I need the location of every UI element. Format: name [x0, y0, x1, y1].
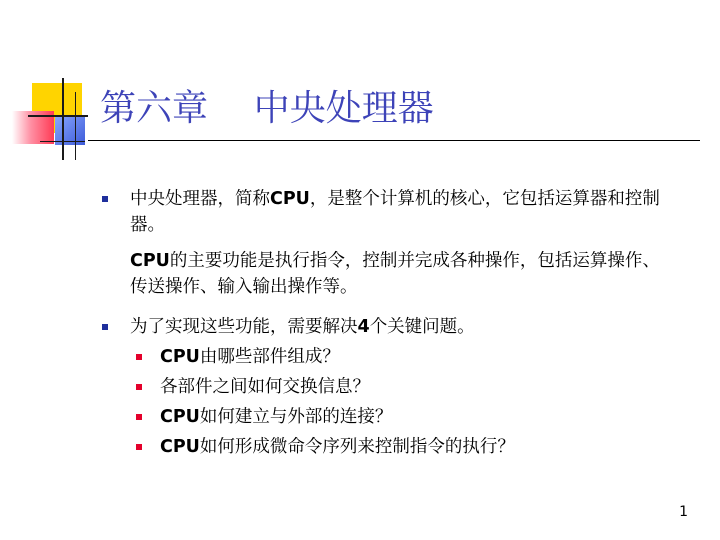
square-bullet-icon [136, 414, 142, 420]
decor-vertical-line [62, 78, 64, 160]
intro-detail-paragraph [100, 248, 660, 300]
intro-bold: CPU [270, 189, 310, 209]
question-bold: CPU [160, 407, 200, 427]
square-bullet-icon [102, 196, 108, 202]
slide-body [100, 186, 660, 460]
bullet-item-intro [100, 186, 660, 238]
question-text: 由哪些部件组成？ [199, 347, 340, 367]
decor-vertical-line-thin [75, 92, 76, 160]
intro-detail-text: 的主要功能是执行指令，控制并完成各种操作，包括运算操作、传送操作、输入输出操作等。 [130, 251, 660, 297]
question-bold: CPU [160, 437, 200, 457]
goal-text-before: 为了实现这些功能，需要解决 [130, 317, 358, 337]
decor-horizontal-line-thin [40, 141, 85, 142]
goal-text-after: 个关键问题。 [369, 317, 475, 337]
page-number: 1 [679, 504, 688, 520]
bullet-item-goal [100, 314, 660, 340]
square-bullet-icon [136, 444, 142, 450]
question-text: 各部件之间如何交换信息？ [160, 377, 370, 397]
title-underline [88, 140, 700, 141]
question-item [100, 344, 660, 370]
goal-bold: 4 [357, 317, 370, 337]
slide-title: 第六章 中央处理器 [100, 88, 434, 129]
intro-text-before: 中央处理器，简称 [130, 189, 270, 209]
question-item [100, 404, 660, 430]
intro-detail-bold: CPU [130, 251, 170, 271]
square-bullet-icon [136, 354, 142, 360]
question-item [100, 434, 660, 460]
square-bullet-icon [102, 324, 108, 330]
decor-horizontal-line [28, 115, 88, 117]
question-text: 如何建立与外部的连接？ [199, 407, 393, 427]
question-list [100, 344, 660, 460]
question-item [100, 374, 660, 400]
question-text: 如何形成微命令序列来控制指令的执行？ [199, 437, 515, 457]
square-bullet-icon [136, 384, 142, 390]
question-bold: CPU [160, 347, 200, 367]
intro-text-after: ，是整个计算机的核心，它包括运算器和控制器。 [130, 189, 660, 235]
